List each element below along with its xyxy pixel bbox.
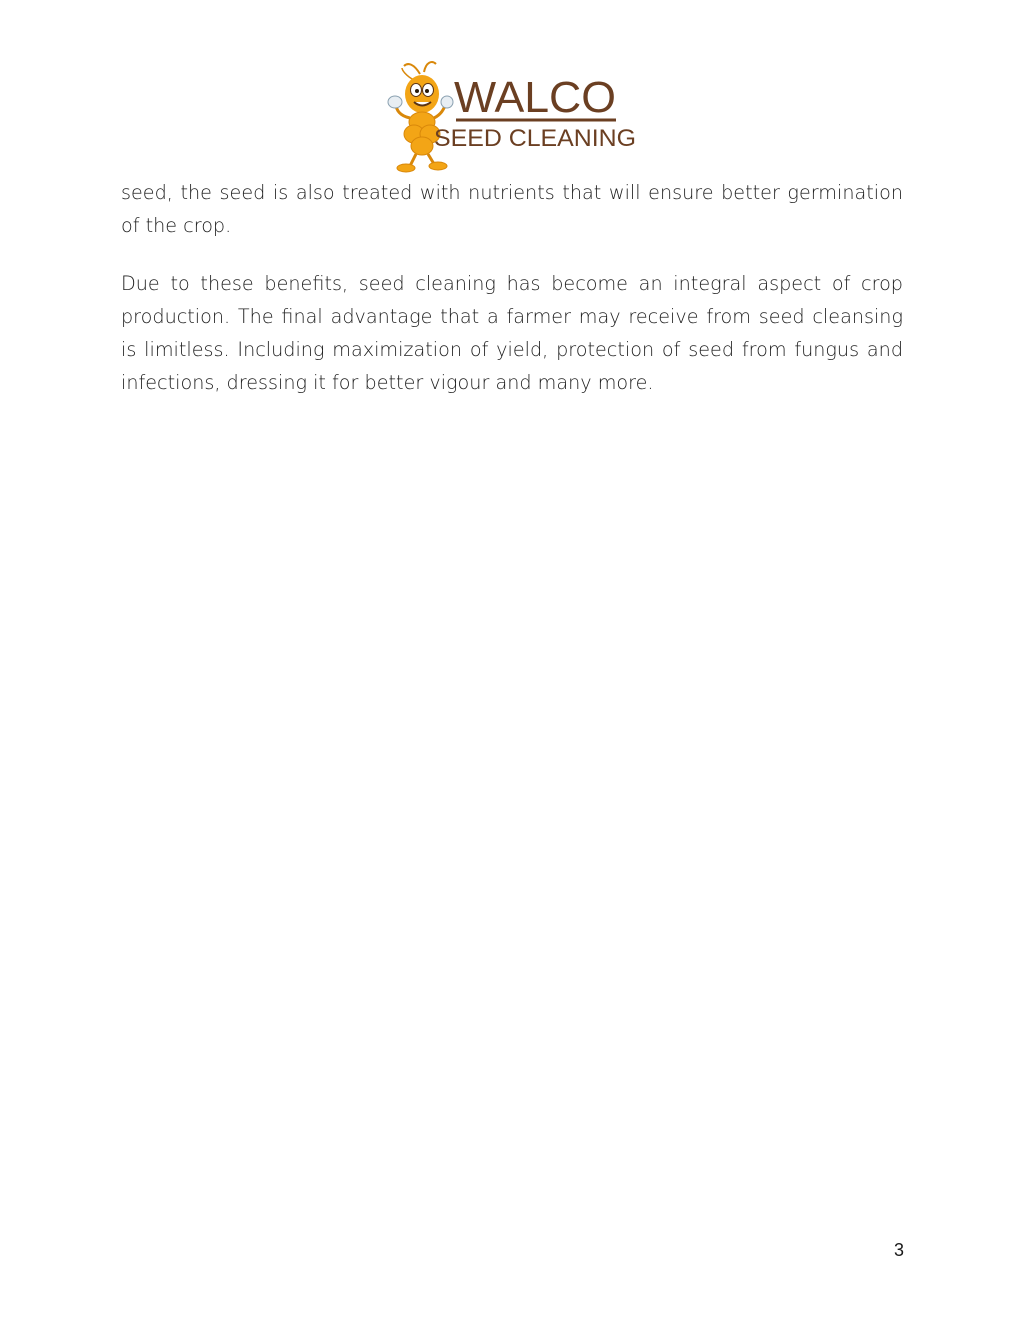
page-number: 3 (893, 1240, 904, 1260)
wheat-mascot-icon (388, 62, 453, 172)
brand-name: WALCO (454, 73, 616, 122)
brand-tagline: SEED CLEANING (434, 125, 636, 152)
document-body (121, 176, 903, 424)
paragraph: seed, the seed is also treated with nutrients that will ensure better germination of the crop. (121, 181, 903, 237)
walco-logo-graphic (384, 60, 646, 174)
paragraph: Due to these benefits, seed cleaning has become an integral aspect of crop production. The final advantage that a farmer may receive from seed cleansing is limitless. Including maximization of yield, protection of seed from fungus and infections, dressing it for better vigour and many more. (121, 272, 903, 394)
walco-logo (384, 60, 646, 174)
